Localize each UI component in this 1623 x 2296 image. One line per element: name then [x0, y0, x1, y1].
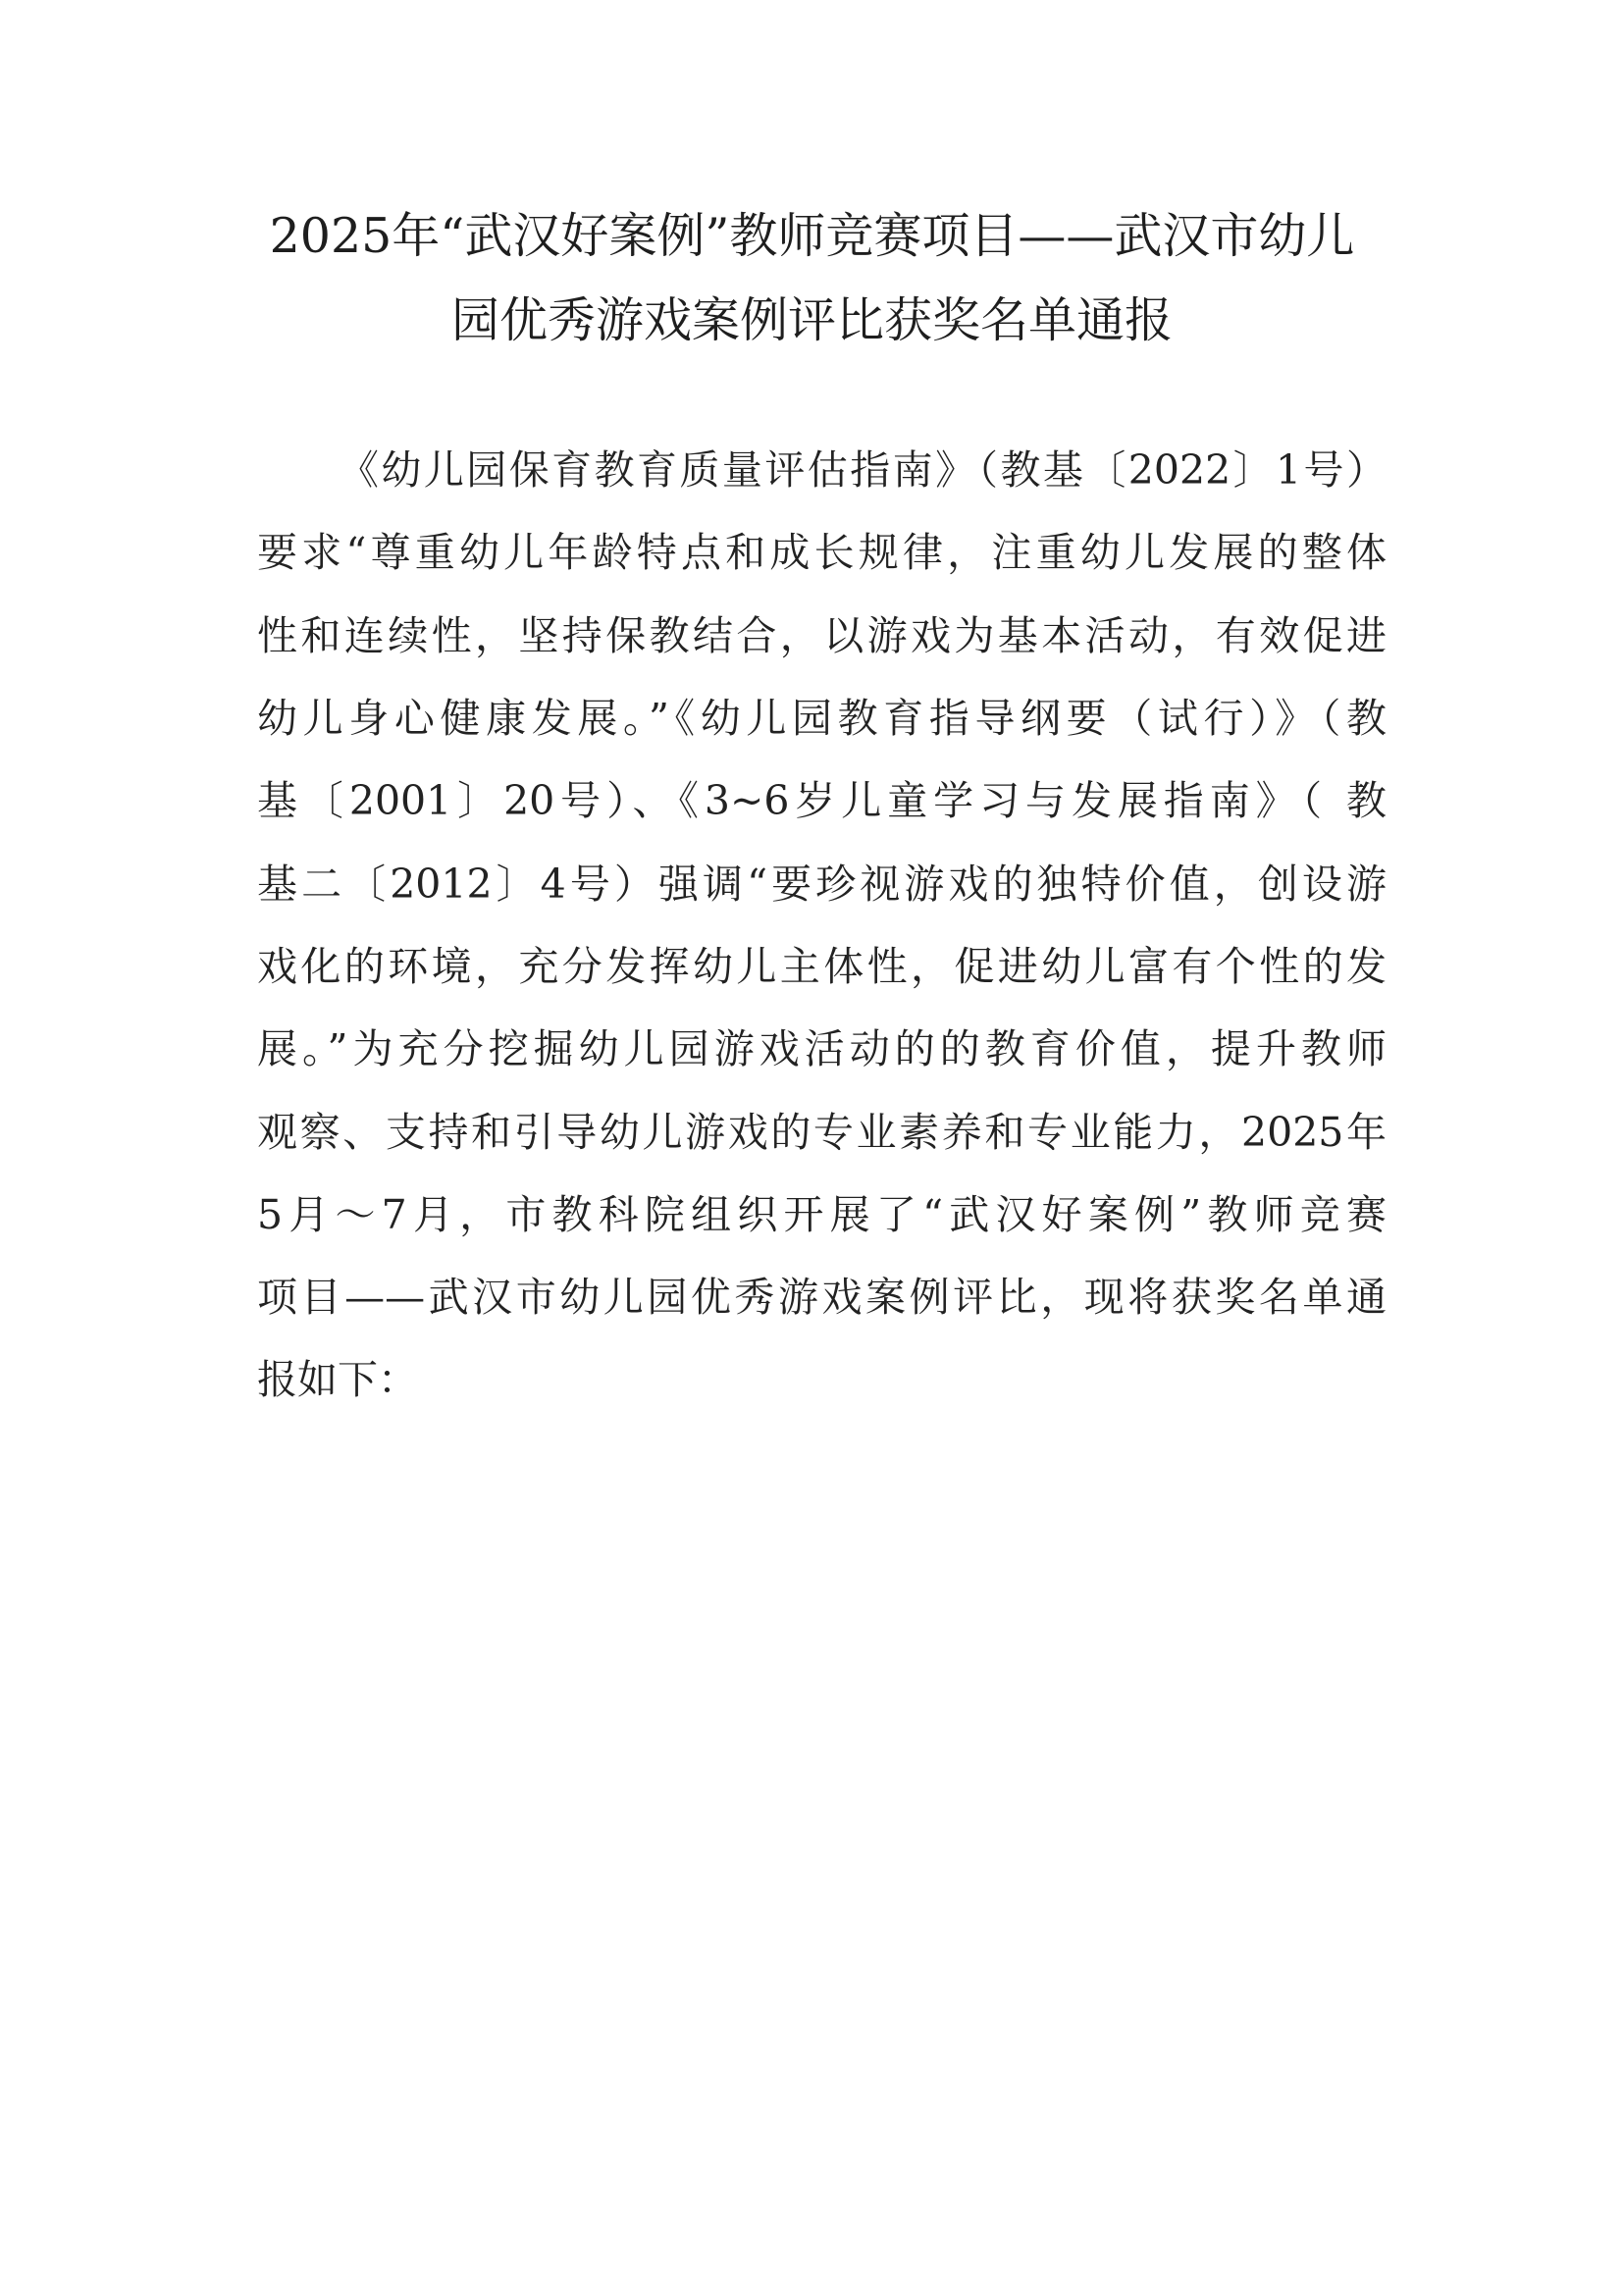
- body-line-10: 5月～7月，市教科院组织开展了“武汉好案例”教师竞赛: [257, 1191, 1387, 1238]
- body-line-12: 报如下：: [257, 1356, 418, 1403]
- body-line-6: 基二〔2012〕4号）强调“要珍视游戏的独特价值，创设游: [257, 861, 1387, 908]
- body-line-2: 要求“尊重幼儿年龄特点和成长规律，注重幼儿发展的整体: [257, 529, 1387, 576]
- body-line-5: 基〔2001〕20号）、《3~6岁儿童学习与发展指南》（ 教: [257, 777, 1387, 824]
- body-line-8: 展。”为充分挖掘幼儿园游戏活动的的教育价值，提升教师: [257, 1025, 1387, 1072]
- document-title-line-2: 园优秀游戏案例评比获奖名单通报: [450, 292, 1173, 348]
- body-line-3: 性和连续性，坚持保教结合，以游戏为基本活动，有效促进: [257, 612, 1387, 659]
- document-title-line-1: 2025年“武汉好案例”教师竞赛项目——武汉市幼儿: [269, 208, 1355, 264]
- body-line-11: 项目——武汉市幼儿园优秀游戏案例评比，现将获奖名单通: [257, 1274, 1387, 1321]
- body-line-1: 《幼儿园保育教育质量评估指南》（教基〔2022〕1号）: [339, 446, 1387, 494]
- body-line-9: 观察、支持和引导幼儿游戏的专业素养和专业能力，2025年: [257, 1109, 1387, 1156]
- body-line-7: 戏化的环境，充分发挥幼儿主体性，促进幼儿富有个性的发: [257, 943, 1387, 990]
- body-line-4: 幼儿身心健康发展。”《幼儿园教育指导纲要（试行）》（教: [257, 695, 1387, 742]
